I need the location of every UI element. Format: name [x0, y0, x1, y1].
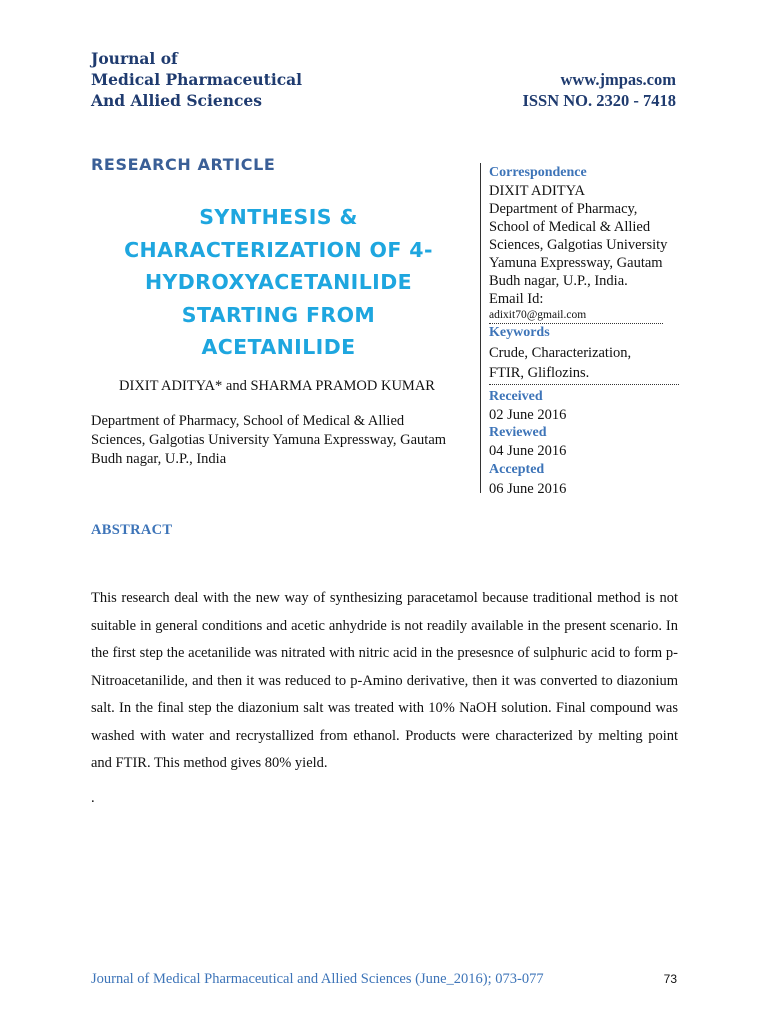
title-line: HYDROXYACETANILIDE	[144, 270, 413, 294]
abstract-text: This research deal with the new way of synthesizing paracetamol because traditional method is not suitable in general conditions and acetic anhydride is not readily available in the present scenario. In the first step the acetanilide was nitrated with nitric acid in the presesnce of sulphuric acid to form p-Nitroacetanilide, and then it was reduced to p-Amino derivative, then it was converted to diazonium salt. In the final step the diazonium salt was treated with 10% NaOH solution. Final compound was washed with water and recrystallized from ethanol. Products were characterized by melting point and FTIR. This method gives 80% yield.	[91, 590, 678, 771]
abstract-heading: ABSTRACT	[91, 522, 173, 538]
journal-name-line: Journal of	[91, 49, 178, 68]
correspondence-line: School of Medical & Allied	[489, 219, 651, 235]
journal-name-line: Medical Pharmaceutical	[91, 70, 303, 89]
correspondence-line: DIXIT ADITYA	[489, 183, 585, 199]
received-date: 02 June 2016	[489, 407, 567, 423]
affiliation	[91, 412, 471, 469]
affiliation-line: Sciences, Galgotias University Yamuna Expressway, Gautam	[91, 432, 447, 448]
accepted-label: Accepted	[489, 462, 545, 477]
article-info-sidebar	[489, 164, 689, 498]
journal-issn: ISSN NO. 2320 - 7418	[522, 91, 676, 110]
accepted-date: 06 June 2016	[489, 481, 567, 497]
trailing-mark: .	[91, 790, 95, 806]
title-line: STARTING FROM	[181, 302, 376, 327]
reviewed-label: Reviewed	[489, 425, 547, 440]
correspondence-label: Correspondence	[489, 165, 587, 180]
correspondence-line: Email Id:	[489, 291, 544, 307]
title-line: ACETANILIDE	[201, 335, 356, 359]
journal-meta	[376, 69, 676, 111]
journal-website[interactable]: www.jmpas.com	[560, 70, 676, 89]
correspondence-line: Yamuna Expressway, Gautam	[489, 255, 663, 271]
reviewed-date: 04 June 2016	[489, 443, 567, 459]
journal-name-line: And Allied Sciences	[91, 91, 262, 110]
title-line: SYNTHESIS &	[199, 205, 358, 229]
page-number: 73	[663, 972, 677, 986]
journal-name	[91, 48, 411, 111]
article-title	[91, 201, 466, 364]
affiliation-line: Department of Pharmacy, School of Medical & Allied	[91, 413, 405, 429]
correspondence-line: Budh nagar, U.P., India.	[489, 273, 628, 289]
correspondence-email[interactable]: adixit70@gmail.com	[489, 309, 587, 321]
sidebar-divider	[480, 163, 481, 493]
abstract-body	[91, 585, 678, 778]
correspondence-line: Sciences, Galgotias University	[489, 237, 668, 253]
keywords-line: Crude, Characterization,	[489, 345, 632, 361]
keywords-label: Keywords	[489, 325, 550, 340]
title-line: CHARACTERIZATION OF 4-	[124, 237, 433, 262]
footer-citation: Journal of Medical Pharmaceutical and Allied Sciences (June_2016); 073-077	[91, 971, 544, 987]
article-type: RESEARCH ARTICLE	[91, 155, 276, 174]
keywords-line: FTIR, Gliflozins.	[489, 365, 590, 381]
dotted-divider	[489, 384, 679, 385]
authors: DIXIT ADITYA* and SHARMA PRAMOD KUMAR	[119, 378, 435, 394]
received-label: Received	[489, 389, 543, 404]
correspondence-line: Department of Pharmacy,	[489, 201, 638, 217]
affiliation-line: Budh nagar, U.P., India	[91, 451, 227, 467]
